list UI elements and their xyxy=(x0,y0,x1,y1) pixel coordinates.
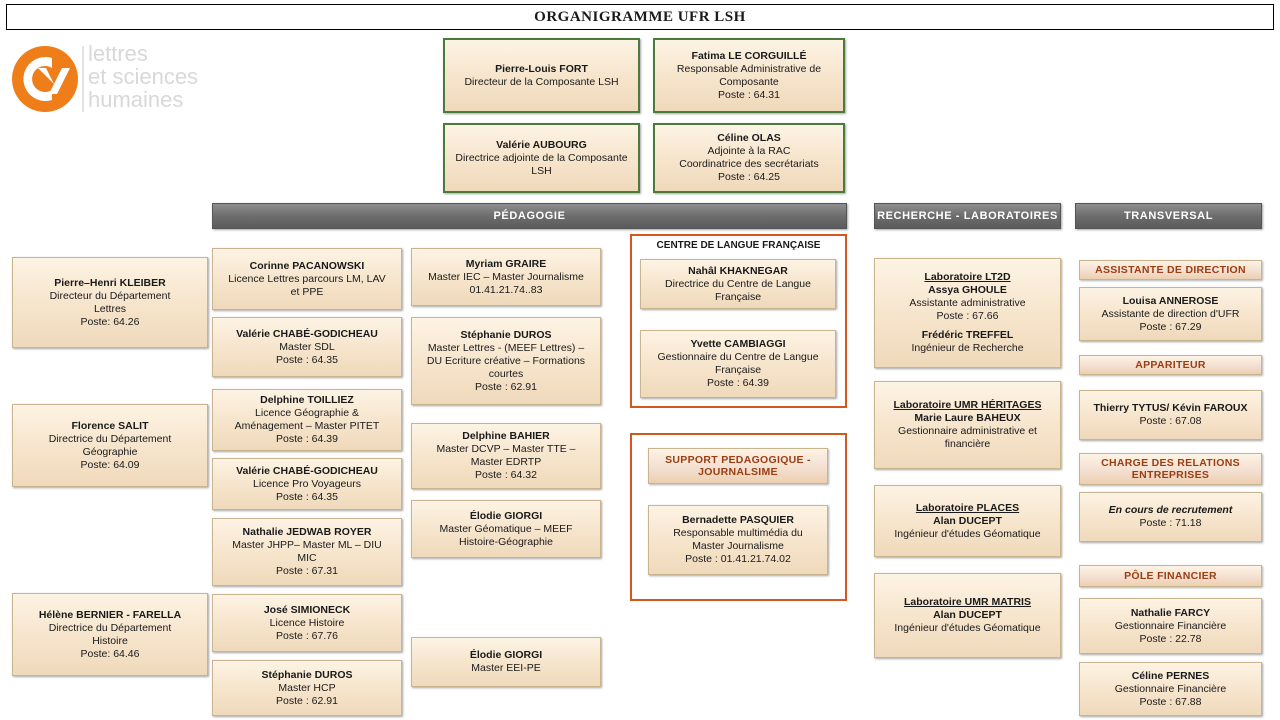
pedago-3-name: Delphine TOILLIEZ xyxy=(260,394,354,406)
dir-lettres-dept: Lettres xyxy=(93,302,127,315)
pedago-b2-l2: DU Ecriture créative – Formations xyxy=(426,354,586,367)
dir-hist-role: Directrice du Département xyxy=(48,621,172,634)
dir-geo-dept: Géographie xyxy=(82,445,138,458)
pedago-b2-l4: Poste : 62.91 xyxy=(475,380,537,393)
pedago-3-l1: Licence Géographie & xyxy=(255,407,359,419)
card-pedago-b4 xyxy=(411,500,601,558)
card-directrice-histoire xyxy=(12,593,208,676)
dir-geo-poste: Poste: 64.09 xyxy=(80,458,140,471)
card-adjointe-rac xyxy=(653,123,845,193)
card-labo-lt2d xyxy=(874,258,1061,368)
card-pedago-1 xyxy=(212,248,402,310)
card-relations-entreprises xyxy=(1079,492,1262,542)
card-pedago-5 xyxy=(212,518,402,586)
transversal-head-financier-label: PÔLE FINANCIER xyxy=(1124,570,1217,582)
card-directeur-composante xyxy=(443,38,640,113)
pedago-b3-l1: Master DCVP – Master TTE – xyxy=(436,443,576,455)
pedago-6-l1: Licence Histoire xyxy=(269,616,345,629)
logo-line-1: lettres xyxy=(88,41,148,66)
labo-matris-role: Ingénieur d'études Géomatique xyxy=(894,622,1041,634)
olas-poste: Poste : 64.25 xyxy=(718,171,780,183)
card-centre-langue-2 xyxy=(640,330,836,398)
logo xyxy=(10,36,240,136)
rac-poste: Poste : 64.31 xyxy=(718,88,780,101)
pedago-6-l2: Poste : 67.76 xyxy=(276,629,338,642)
labo-heritages-person: Marie Laure BAHEUX xyxy=(914,412,1021,424)
centre-langue-2-l3: Poste : 64.39 xyxy=(707,377,769,389)
centre-langue-2-l1: Gestionnaire du Centre de Langue xyxy=(657,351,819,363)
financier-1-role: Gestionnaire Financière xyxy=(1114,619,1227,632)
support-1-l1: Responsable multimédia du xyxy=(673,527,803,539)
pedago-b2-l1: Master Lettres - (MEEF Lettres) – xyxy=(427,341,585,354)
labo-lt2d-role-1: Assistante administrative xyxy=(909,297,1026,309)
olas-name: Céline OLAS xyxy=(717,132,781,144)
card-pole-financier-1 xyxy=(1079,598,1262,654)
labo-lt2d-poste: Poste : 67.66 xyxy=(936,310,999,322)
pedago-b4-l2: Histoire-Géographie xyxy=(459,535,553,548)
pedago-b3-l3: Poste : 64.32 xyxy=(475,469,537,481)
assistante-name: Louisa ANNEROSE xyxy=(1122,294,1219,307)
pedago-1-l1: Licence Lettres parcours LM, LAV xyxy=(228,272,386,285)
card-support-pedagogique-1 xyxy=(648,505,828,575)
pedago-7-l1: Master HCP xyxy=(278,681,336,694)
financier-2-poste: Poste : 67.88 xyxy=(1139,695,1202,708)
dir-geo-name: Florence SALIT xyxy=(71,419,149,432)
card-assistante-direction xyxy=(1079,287,1262,341)
transversal-head-relations-entreprises xyxy=(1079,453,1262,485)
pedago-5-l1: Master JHPP– Master ML – DIU xyxy=(232,539,382,551)
pedago-6-name: José SIMIONECK xyxy=(263,603,351,616)
centre-langue-2-l2: Française xyxy=(714,364,762,376)
centre-langue-title xyxy=(641,237,836,253)
pedago-7-name: Stéphanie DUROS xyxy=(261,668,353,681)
pedago-4-l1: Licence Pro Voyageurs xyxy=(253,477,361,490)
transversal-head-assistante-label: ASSISTANTE DE DIRECTION xyxy=(1095,264,1246,276)
pedago-4-l2: Poste : 64.35 xyxy=(276,490,338,503)
labo-lt2d-name: Laboratoire LT2D xyxy=(924,271,1011,283)
labo-matris-name: Laboratoire UMR MATRIS xyxy=(904,596,1031,608)
labo-places-person: Alan DUCEPT xyxy=(933,514,1002,527)
pedago-b5-l1: Master EEI-PE xyxy=(471,662,541,674)
appariteur-poste: Poste : 67.08 xyxy=(1139,415,1202,427)
labo-heritages-name: Laboratoire UMR HÉRITAGES xyxy=(893,399,1042,411)
transversal-head-appariteur-label: APPARITEUR xyxy=(1135,359,1206,371)
dir-hist-dept: Histoire xyxy=(92,634,128,647)
card-centre-langue-1 xyxy=(640,259,836,309)
banner-recherche-label: RECHERCHE - LABORATOIRES xyxy=(877,210,1058,222)
labo-heritages-role-2: financière xyxy=(944,438,991,450)
dir-lettres-poste: Poste: 64.26 xyxy=(80,315,140,328)
pedago-3-l2: Aménagement – Master PITET xyxy=(234,420,380,432)
support-title-2: JOURNALSIME xyxy=(698,466,778,478)
pedago-b5-name: Élodie GIORGI xyxy=(469,649,543,661)
pedago-7-l2: Poste : 62.91 xyxy=(276,694,338,707)
labo-lt2d-person-2: Frédéric TREFFEL xyxy=(921,329,1014,341)
directeur-name: Pierre-Louis FORT xyxy=(495,62,588,75)
financier-1-poste: Poste : 22.78 xyxy=(1139,632,1202,645)
pedago-3-l3: Poste : 64.39 xyxy=(276,433,338,445)
dir-hist-name: Hélène BERNIER - FARELLA xyxy=(38,608,182,621)
pedago-4-name: Valérie CHABÉ-GODICHEAU xyxy=(236,464,378,477)
card-pedago-6 xyxy=(212,594,402,652)
labo-lt2d-role-2: Ingénieur de Recherche xyxy=(911,342,1024,354)
card-pole-financier-2 xyxy=(1079,662,1262,716)
rac-name: Fatima LE CORGUILLÉ xyxy=(691,49,807,62)
banner-pedagogie xyxy=(212,203,847,229)
cy-logo-icon xyxy=(10,44,80,114)
pedago-b2-name: Stéphanie DUROS xyxy=(460,328,552,341)
transversal-head-assistante xyxy=(1079,260,1262,280)
card-pedago-b3 xyxy=(411,423,601,489)
card-directeur-lettres xyxy=(12,257,208,348)
adjointe-role: Directrice adjointe de la Composante LSH xyxy=(455,151,628,177)
centre-langue-1-name: Nahâl KHAKNEGAR xyxy=(688,264,788,277)
card-pedago-b2 xyxy=(411,317,601,405)
financier-2-role: Gestionnaire Financière xyxy=(1114,682,1227,695)
logo-wordmark xyxy=(88,42,198,111)
card-labo-matris xyxy=(874,573,1061,658)
pedago-1-l2: et PPE xyxy=(290,285,324,298)
page-title-text: ORGANIGRAMME UFR LSH xyxy=(534,8,746,25)
card-pedago-4 xyxy=(212,458,402,510)
logo-divider xyxy=(82,46,84,112)
transversal-head-appariteur xyxy=(1079,355,1262,375)
labo-matris-person: Alan DUCEPT xyxy=(933,609,1002,621)
pedago-b2-l3: courtes xyxy=(488,367,524,380)
logo-line-2: et sciences xyxy=(88,64,199,89)
pedago-b1-name: Myriam GRAIRE xyxy=(465,257,547,270)
card-pedago-2 xyxy=(212,317,402,377)
page-title xyxy=(6,4,1274,30)
dir-lettres-name: Pierre–Henri KLEIBER xyxy=(54,276,166,289)
centre-langue-title-text: CENTRE DE LANGUE FRANÇAISE xyxy=(656,239,821,251)
dir-geo-role: Directrice du Département xyxy=(48,432,172,445)
card-appariteur xyxy=(1079,390,1262,440)
pedago-b3-name: Delphine BAHIER xyxy=(462,430,550,442)
pedago-2-l2: Poste : 64.35 xyxy=(276,353,338,366)
banner-recherche xyxy=(874,203,1061,229)
pedago-1-name: Corinne PACANOWSKI xyxy=(249,259,365,272)
card-labo-places xyxy=(874,485,1061,557)
pedago-b4-l1: Master Géomatique – MEEF xyxy=(439,522,573,535)
card-labo-heritages xyxy=(874,381,1061,469)
support-1-l2: Master Journalisme xyxy=(692,540,784,552)
transversal-head-relations-label: CHARGE DES RELATIONS ENTREPRISES xyxy=(1101,457,1240,481)
pedago-2-name: Valérie CHABÉ-GODICHEAU xyxy=(236,327,378,340)
support-1-name: Bernadette PASQUIER xyxy=(682,514,794,526)
card-pedago-b5 xyxy=(411,637,601,687)
pedago-5-name: Nathalie JEDWAB ROYER xyxy=(242,526,372,538)
relations-name: En cours de recrutement xyxy=(1108,504,1233,516)
support-title-1: SUPPORT PEDAGOGIQUE - xyxy=(665,454,811,466)
labo-lt2d-person-1: Assya GHOULE xyxy=(928,284,1007,296)
directeur-role: Directeur de la Composante LSH xyxy=(464,75,619,88)
labo-heritages-role-1: Gestionnaire administrative et xyxy=(898,425,1037,437)
banner-transversal xyxy=(1075,203,1262,229)
pedago-b4-name: Élodie GIORGI xyxy=(469,509,543,522)
pedago-b3-l2: Master EDRTP xyxy=(470,456,542,468)
card-directrice-geographie xyxy=(12,404,208,487)
card-rac xyxy=(653,38,845,113)
olas-role-2: Coordinatrice des secrétariats xyxy=(679,158,819,170)
assistante-role: Assistante de direction d'UFR xyxy=(1101,307,1240,320)
dir-hist-poste: Poste: 64.46 xyxy=(80,647,140,660)
card-pedago-7 xyxy=(212,660,402,716)
transversal-head-pole-financier xyxy=(1079,565,1262,587)
pedago-2-l1: Master SDL xyxy=(279,340,335,353)
financier-1-name: Nathalie FARCY xyxy=(1130,606,1211,619)
dir-lettres-role: Directeur du Département xyxy=(49,289,171,302)
card-pedago-b1 xyxy=(411,248,601,306)
centre-langue-2-name: Yvette CAMBIAGGI xyxy=(690,338,786,350)
centre-langue-1-l2: Française xyxy=(714,290,762,303)
support-1-l3: Poste : 01.41.21.74.02 xyxy=(685,553,791,565)
rac-role: Responsable Administrative de Composante xyxy=(676,62,822,88)
olas-role-1: Adjointe à la RAC xyxy=(707,145,791,157)
support-pedagogique-header xyxy=(648,448,828,484)
financier-2-name: Céline PERNES xyxy=(1131,669,1210,682)
pedago-b1-l2: 01.41.21.74..83 xyxy=(469,283,543,296)
card-pedago-3 xyxy=(212,389,402,451)
pedago-b1-l1: Master IEC – Master Journalisme xyxy=(428,270,584,283)
appariteur-name: Thierry TYTUS/ Kévin FAROUX xyxy=(1093,402,1248,414)
logo-line-3: humaines xyxy=(88,87,184,112)
labo-places-role: Ingénieur d'études Géomatique xyxy=(894,527,1041,540)
pedago-5-l2: MIC xyxy=(297,552,317,564)
card-directrice-adjointe xyxy=(443,123,640,193)
adjointe-name: Valérie AUBOURG xyxy=(496,138,587,151)
assistante-poste: Poste : 67.29 xyxy=(1139,320,1202,333)
centre-langue-1-l1: Directrice du Centre de Langue xyxy=(665,277,811,290)
banner-transversal-label: TRANSVERSAL xyxy=(1123,210,1214,222)
relations-poste: Poste : 71.18 xyxy=(1139,517,1202,529)
pedago-5-l3: Poste : 67.31 xyxy=(276,565,338,577)
banner-pedagogie-label: PÉDAGOGIE xyxy=(493,210,566,222)
labo-places-name: Laboratoire PLACES xyxy=(915,501,1020,514)
